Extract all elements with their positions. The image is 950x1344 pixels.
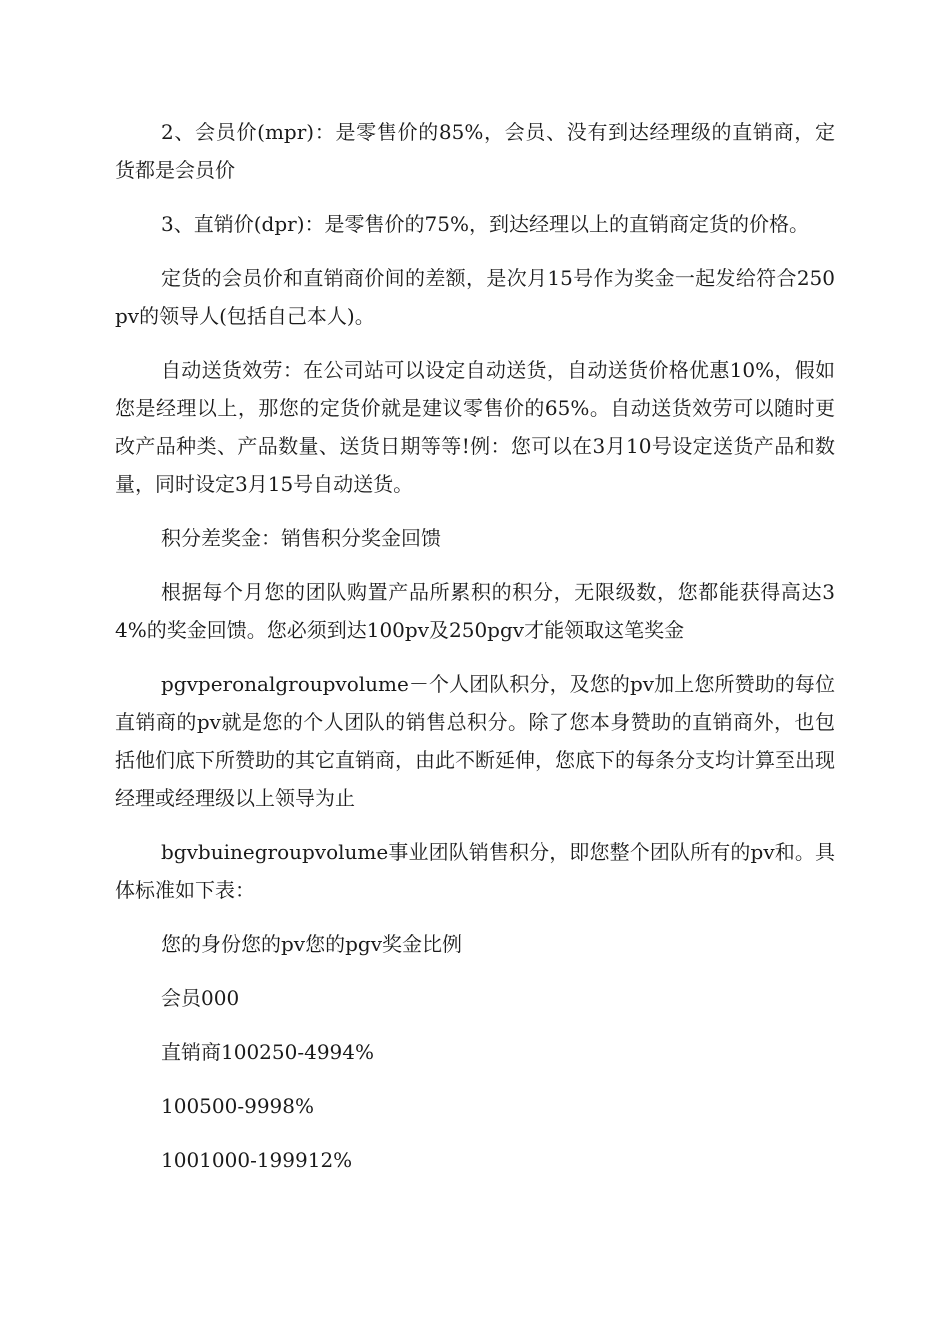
document-body [115, 113, 835, 1195]
table-header-line: 您的身份您的pv您的pgv奖金比例 [161, 932, 463, 956]
table-row-tier-2: 100500-9998% [161, 1094, 315, 1118]
paragraph-member-price: 2、会员价(mpr)：是零售价的85%，会员、没有到达经理级的直销商，定货都是会员价 [115, 120, 835, 182]
table-row-member: 会员000 [161, 986, 240, 1010]
paragraph-points-bonus-heading: 积分差奖金：销售积分奖金回馈 [161, 526, 441, 550]
paragraph-price-difference: 定货的会员价和直销商价间的差额，是次月15号作为奖金一起发给符合250pv的领导人(包括自己本人)。 [115, 266, 835, 328]
table-row-distributor: 直销商100250-4994% [161, 1040, 375, 1064]
paragraph-auto-delivery: 自动送货效劳：在公司站可以设定自动送货，自动送货价格优惠10%，假如您是经理以上，那您的定货价就是建议零售价的65%。自动送货效劳可以随时更改产品种类、产品数量、送货日期等等!例：您可以在3月10号设定送货产品和数量，同时设定3月15号自动送货。 [115, 358, 835, 496]
paragraph-direct-price: 3、直销价(dpr)：是零售价的75%，到达经理以上的直销商定货的价格。 [161, 212, 809, 236]
paragraph-team-bonus: 根据每个月您的团队购置产品所累积的积分，无限级数，您都能获得高达34%的奖金回馈。您必须到达100pv及250pgv才能领取这笔奖金 [115, 580, 835, 642]
paragraph-bgv-definition: bgvbuinegroupvolume事业团队销售积分，即您整个团队所有的pv和。具体标准如下表： [115, 840, 835, 902]
table-row-tier-3: 1001000-199912% [161, 1148, 353, 1172]
paragraph-pgv-definition: pgvperonalgroupvolume－个人团队积分，及您的pv加上您所赞助的每位直销商的pv就是您的个人团队的销售总积分。除了您本身赞助的直销商外，也包括他们底下所赞助的其它直销商，由此不断延伸，您底下的每条分支均计算至出现经理或经理级以上领导为止 [115, 672, 835, 810]
